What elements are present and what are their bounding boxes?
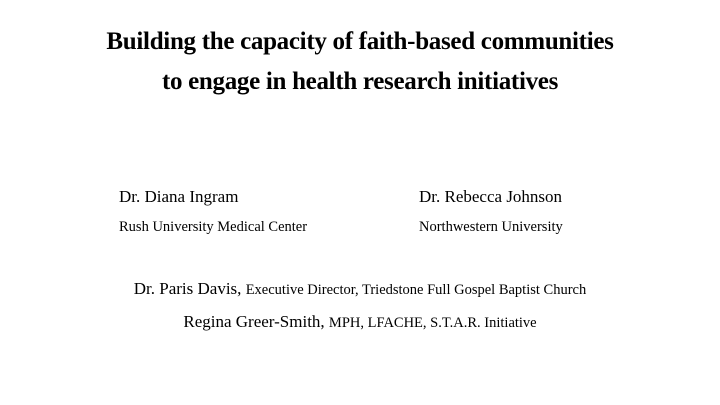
presenter-name: Dr. Diana Ingram (119, 187, 239, 206)
title-line-1: Building the capacity of faith-based communities (106, 28, 614, 55)
credit-name: Regina Greer-Smith, (183, 312, 329, 331)
presenter-affiliation: Rush University Medical Center (119, 219, 308, 235)
credit-name: Dr. Paris Davis, (133, 279, 246, 298)
title-line-2: to engage in health research initiatives (161, 68, 559, 95)
presenter-ingram (119, 186, 307, 237)
credit-role: MPH, LFACHE, S.T.A.R. Initiative (328, 315, 537, 331)
presenter-name: Dr. Rebecca Johnson (419, 187, 563, 206)
slide-title (0, 22, 720, 102)
credit-davis (0, 279, 720, 299)
presenter-affiliation: Northwestern University (419, 219, 563, 235)
credit-greer-smith (0, 312, 720, 332)
presenter-johnson (419, 186, 563, 237)
credit-role: Executive Director, Triedstone Full Gospel Baptist Church (245, 282, 587, 298)
